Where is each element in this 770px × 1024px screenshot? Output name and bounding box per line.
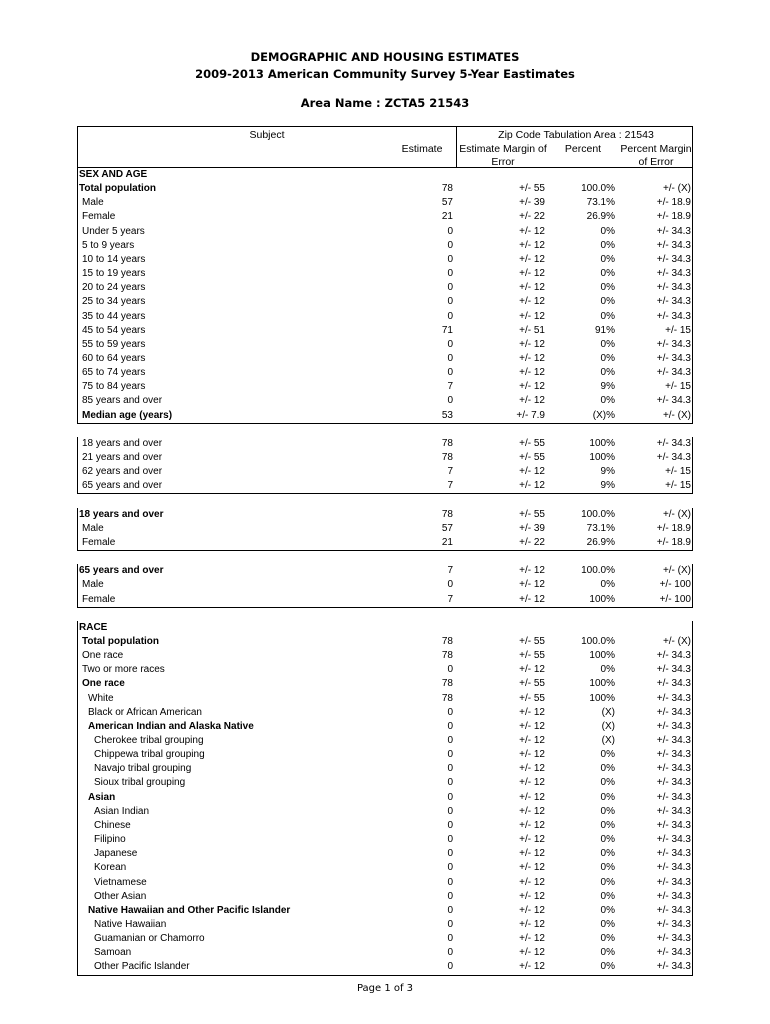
percent-cell: (X) xyxy=(601,735,615,746)
estimate-cell: 0 xyxy=(447,268,453,280)
moe-cell: +/- 12 xyxy=(519,310,545,322)
percent-cell: 100% xyxy=(589,692,615,704)
row-label: 75 to 84 years xyxy=(82,381,146,393)
estimate-cell: 0 xyxy=(447,763,453,775)
row-label: RACE xyxy=(79,621,108,633)
pmoe-cell: +/- 34.3 xyxy=(656,338,691,350)
pmoe-cell: +/- 34.3 xyxy=(656,791,691,803)
pmoe-cell: +/- 18.9 xyxy=(656,211,691,223)
pmoe-cell: +/- 34.3 xyxy=(656,933,691,945)
estimate-cell: 0 xyxy=(447,819,453,831)
estimate-cell: 0 xyxy=(447,904,453,916)
percent-cell: 0% xyxy=(600,268,615,280)
percent-cell: 0% xyxy=(600,296,615,308)
row-label: Male xyxy=(82,522,104,534)
moe-cell: +/- 12 xyxy=(519,848,545,860)
moe-cell: +/- 12 xyxy=(519,791,545,803)
row-label: Male xyxy=(82,579,104,591)
row-label: 65 to 74 years xyxy=(82,367,146,379)
percent-cell: 0% xyxy=(600,352,615,364)
pmoe-cell: +/- (X) xyxy=(662,183,691,195)
percent-cell: 91% xyxy=(594,324,615,336)
estimate-cell: 0 xyxy=(447,282,453,294)
row-label: 21 years and over xyxy=(82,452,163,463)
percent-cell: 0% xyxy=(600,904,615,916)
pmoe-cell: +/- 34.3 xyxy=(656,692,691,704)
pmoe-cell: +/- 34.3 xyxy=(656,763,691,775)
pmoe-header: Percent Margin of Error xyxy=(620,143,692,168)
moe-cell: +/- 12 xyxy=(519,749,545,761)
percent-cell: 0% xyxy=(600,791,615,803)
row-label: SEX AND AGE xyxy=(79,169,148,180)
row-label: 85 years and over xyxy=(82,395,163,407)
pmoe-cell: +/- 34.3 xyxy=(656,706,691,718)
percent-cell: 0% xyxy=(600,777,615,789)
percent-cell: 0% xyxy=(600,282,615,294)
row-label: Vietnamese xyxy=(94,876,147,888)
moe-cell: +/- 22 xyxy=(519,536,545,548)
table-section-border xyxy=(77,508,693,551)
row-label: Asian xyxy=(88,791,116,803)
page-footer: Page 1 of 3 xyxy=(356,983,414,994)
percent-cell: 0% xyxy=(600,834,615,846)
percent-cell: 0% xyxy=(600,239,615,251)
estimate-cell: 0 xyxy=(447,367,453,379)
percent-cell: 0% xyxy=(600,579,615,591)
row-label: Chinese xyxy=(94,819,131,831)
row-label: Guamanian or Chamorro xyxy=(94,933,205,945)
table-section-border xyxy=(77,621,693,976)
estimate-cell: 57 xyxy=(441,197,453,209)
moe-cell: +/- 12 xyxy=(519,947,545,959)
moe-cell: +/- 12 xyxy=(519,367,545,379)
row-label: Total population xyxy=(79,183,157,195)
row-label: Samoan xyxy=(94,947,132,959)
percent-cell: 0% xyxy=(600,862,615,874)
row-label: Female xyxy=(82,593,116,605)
moe-cell: +/- 12 xyxy=(519,805,545,817)
pmoe-cell: +/- 34.3 xyxy=(656,664,691,676)
moe-cell: +/- 12 xyxy=(519,918,545,930)
row-label: Black or African American xyxy=(88,706,202,718)
row-label: 5 to 9 years xyxy=(82,239,135,251)
estimate-header: Estimate xyxy=(401,143,443,155)
moe-cell: +/- 7.9 xyxy=(516,409,545,421)
moe-cell: +/- 55 xyxy=(519,635,545,647)
row-label: 65 years and over xyxy=(79,565,164,577)
row-label: Korean xyxy=(94,862,127,874)
estimate-cell: 0 xyxy=(447,890,453,902)
estimate-cell: 78 xyxy=(441,635,453,647)
moe-cell: +/- 39 xyxy=(519,197,545,209)
percent-cell: 0% xyxy=(600,947,615,959)
estimate-cell: 7 xyxy=(447,480,453,492)
estimate-cell: 78 xyxy=(441,692,453,704)
row-label: 15 to 19 years xyxy=(82,268,146,280)
pmoe-cell: +/- 34.3 xyxy=(656,947,691,959)
row-label: Sioux tribal grouping xyxy=(94,777,186,789)
estimate-cell: 78 xyxy=(441,183,453,195)
pmoe-cell: +/- 34.3 xyxy=(656,239,691,251)
pmoe-cell: +/- 34.3 xyxy=(656,282,691,294)
row-label: 20 to 24 years xyxy=(82,282,146,294)
row-label: Asian Indian xyxy=(94,805,150,817)
row-label: Japanese xyxy=(94,848,138,860)
row-label: Other Asian xyxy=(94,890,147,902)
percent-cell: 0% xyxy=(600,763,615,775)
moe-cell: +/- 12 xyxy=(519,352,545,364)
pmoe-cell: +/- 100 xyxy=(659,593,691,605)
table-section-border xyxy=(77,168,693,424)
row-label: Cherokee tribal grouping xyxy=(94,735,204,746)
row-label: Female xyxy=(82,536,116,548)
pmoe-cell: +/- 34.3 xyxy=(656,848,691,860)
estimate-cell: 0 xyxy=(447,834,453,846)
estimate-cell: 0 xyxy=(447,862,453,874)
row-label: 60 to 64 years xyxy=(82,352,146,364)
pmoe-cell: +/- 34.3 xyxy=(656,253,691,265)
row-label: White xyxy=(88,692,114,704)
estimate-cell: 0 xyxy=(447,848,453,860)
estimate-cell: 78 xyxy=(441,650,453,662)
pmoe-cell: +/- 15 xyxy=(665,381,691,393)
estimate-cell: 0 xyxy=(447,706,453,718)
percent-cell: 0% xyxy=(600,961,615,973)
pmoe-cell: +/- 34.3 xyxy=(656,352,691,364)
percent-cell: 0% xyxy=(600,876,615,888)
subject-header: Subject xyxy=(249,129,285,141)
estimate-cell: 0 xyxy=(447,664,453,676)
moe-cell: +/- 12 xyxy=(519,876,545,888)
moe-header: Estimate Margin of Error xyxy=(459,143,547,168)
area-name: Area Name : ZCTA5 21543 xyxy=(300,96,470,110)
moe-cell: +/- 12 xyxy=(519,480,545,492)
pmoe-cell: +/- 34.3 xyxy=(656,395,691,407)
report-title: DEMOGRAPHIC AND HOUSING ESTIMATES xyxy=(250,50,520,64)
percent-cell: 0% xyxy=(600,664,615,676)
moe-cell: +/- 12 xyxy=(519,961,545,973)
pmoe-cell: +/- 34.3 xyxy=(656,678,691,690)
estimate-cell: 21 xyxy=(441,536,453,548)
estimate-cell: 0 xyxy=(447,961,453,973)
row-label: 18 years and over xyxy=(79,508,164,520)
pmoe-cell: +/- 34.3 xyxy=(656,650,691,662)
row-label: Navajo tribal grouping xyxy=(94,763,192,775)
percent-cell: 0% xyxy=(600,225,615,237)
pmoe-cell: +/- 15 xyxy=(665,480,691,492)
pmoe-cell: +/- 34.3 xyxy=(656,296,691,308)
pmoe-cell: +/- 34.3 xyxy=(656,749,691,761)
estimate-cell: 0 xyxy=(447,947,453,959)
percent-cell: 73.1% xyxy=(586,197,615,209)
pmoe-cell: +/- (X) xyxy=(662,409,691,421)
moe-cell: +/- 12 xyxy=(519,593,545,605)
percent-cell: 0% xyxy=(600,805,615,817)
percent-cell: (X)% xyxy=(592,409,615,421)
percent-cell: 0% xyxy=(600,253,615,265)
estimate-cell: 78 xyxy=(441,508,453,520)
report-subtitle: 2009-2013 American Community Survey 5-Year Eastimates xyxy=(195,67,575,81)
moe-cell: +/- 55 xyxy=(519,508,545,520)
row-label: One race xyxy=(82,678,125,690)
row-label: One race xyxy=(82,650,124,662)
pmoe-cell: +/- (X) xyxy=(662,635,691,647)
percent-cell: 100.0% xyxy=(581,635,615,647)
zip-header: Zip Code Tabulation Area : 21543 xyxy=(498,129,654,141)
estimate-cell: 0 xyxy=(447,579,453,591)
percent-cell: 0% xyxy=(600,890,615,902)
table-section-border xyxy=(77,437,693,495)
percent-cell: 100% xyxy=(589,678,615,690)
estimate-cell: 53 xyxy=(441,409,453,421)
row-label: American Indian and Alaska Native xyxy=(88,720,254,732)
percent-cell: 0% xyxy=(600,819,615,831)
moe-cell: +/- 55 xyxy=(519,452,545,463)
header-divider xyxy=(456,127,457,168)
percent-cell: 100% xyxy=(589,593,615,605)
moe-cell: +/- 55 xyxy=(519,692,545,704)
row-label: 55 to 59 years xyxy=(82,338,146,350)
estimate-cell: 0 xyxy=(447,876,453,888)
estimate-cell: 57 xyxy=(441,522,453,534)
pmoe-cell: +/- 18.9 xyxy=(656,522,691,534)
row-label: Filipino xyxy=(94,834,126,846)
percent-cell: 0% xyxy=(600,918,615,930)
row-label: Two or more races xyxy=(82,664,165,676)
percent-cell: 100% xyxy=(589,437,615,449)
percent-cell: 9% xyxy=(600,381,615,393)
pmoe-cell: +/- 34.3 xyxy=(656,777,691,789)
moe-cell: +/- 51 xyxy=(519,324,545,336)
estimate-cell: 0 xyxy=(447,720,453,732)
moe-cell: +/- 12 xyxy=(519,720,545,732)
estimate-cell: 0 xyxy=(447,933,453,945)
moe-cell: +/- 12 xyxy=(519,253,545,265)
moe-cell: +/- 55 xyxy=(519,650,545,662)
pmoe-cell: +/- 34.3 xyxy=(656,367,691,379)
percent-cell: 9% xyxy=(600,480,615,492)
estimate-cell: 7 xyxy=(447,466,453,478)
moe-cell: +/- 12 xyxy=(519,282,545,294)
moe-cell: +/- 12 xyxy=(519,933,545,945)
percent-cell: 0% xyxy=(600,749,615,761)
percent-cell: 0% xyxy=(600,338,615,350)
estimate-cell: 7 xyxy=(447,565,453,577)
pmoe-cell: +/- 15 xyxy=(665,466,691,478)
row-label: 65 years and over xyxy=(82,480,163,492)
estimate-cell: 0 xyxy=(447,791,453,803)
percent-cell: 100% xyxy=(589,452,615,463)
percent-cell: 100% xyxy=(589,650,615,662)
row-label: Total population xyxy=(82,635,160,647)
table-header xyxy=(77,126,693,168)
moe-cell: +/- 12 xyxy=(519,706,545,718)
estimate-cell: 0 xyxy=(447,805,453,817)
pmoe-cell: +/- (X) xyxy=(662,565,691,577)
moe-cell: +/- 12 xyxy=(519,268,545,280)
moe-cell: +/- 55 xyxy=(519,437,545,449)
row-label: Native Hawaiian xyxy=(94,918,167,930)
row-label: Under 5 years xyxy=(82,225,145,237)
estimate-cell: 7 xyxy=(447,593,453,605)
estimate-cell: 0 xyxy=(447,338,453,350)
moe-cell: +/- 12 xyxy=(519,239,545,251)
moe-cell: +/- 12 xyxy=(519,395,545,407)
moe-cell: +/- 12 xyxy=(519,466,545,478)
estimate-cell: 71 xyxy=(441,324,453,336)
estimate-cell: 21 xyxy=(441,211,453,223)
estimate-cell: 0 xyxy=(447,296,453,308)
estimate-cell: 0 xyxy=(447,749,453,761)
estimate-cell: 78 xyxy=(441,678,453,690)
pmoe-cell: +/- 34.3 xyxy=(656,890,691,902)
pmoe-cell: +/- 18.9 xyxy=(656,197,691,209)
percent-cell: 0% xyxy=(600,310,615,322)
estimate-cell: 0 xyxy=(447,310,453,322)
percent-cell: (X) xyxy=(601,720,615,732)
pmoe-cell: +/- 34.3 xyxy=(656,904,691,916)
moe-cell: +/- 12 xyxy=(519,296,545,308)
estimate-cell: 78 xyxy=(441,452,453,463)
percent-cell: 0% xyxy=(600,848,615,860)
moe-cell: +/- 12 xyxy=(519,565,545,577)
row-label: Native Hawaiian and Other Pacific Islander xyxy=(88,904,291,916)
estimate-cell: 0 xyxy=(447,253,453,265)
percent-cell: 0% xyxy=(600,367,615,379)
row-label: 45 to 54 years xyxy=(82,324,146,336)
row-label: Female xyxy=(82,211,116,223)
row-label: 35 to 44 years xyxy=(82,310,146,322)
percent-cell: 100.0% xyxy=(581,508,615,520)
estimate-cell: 0 xyxy=(447,352,453,364)
percent-header: Percent xyxy=(564,143,602,155)
estimate-cell: 0 xyxy=(447,225,453,237)
moe-cell: +/- 12 xyxy=(519,819,545,831)
percent-cell: (X) xyxy=(601,706,615,718)
percent-cell: 100.0% xyxy=(581,183,615,195)
percent-cell: 26.9% xyxy=(586,536,615,548)
percent-cell: 0% xyxy=(600,933,615,945)
percent-cell: 9% xyxy=(600,466,615,478)
moe-cell: +/- 12 xyxy=(519,579,545,591)
pmoe-cell: +/- 34.3 xyxy=(656,310,691,322)
estimate-cell: 0 xyxy=(447,239,453,251)
moe-cell: +/- 12 xyxy=(519,763,545,775)
moe-cell: +/- 39 xyxy=(519,522,545,534)
estimate-cell: 7 xyxy=(447,381,453,393)
row-label: 10 to 14 years xyxy=(82,253,146,265)
percent-cell: 26.9% xyxy=(586,211,615,223)
pmoe-cell: +/- 15 xyxy=(665,324,691,336)
moe-cell: +/- 12 xyxy=(519,890,545,902)
row-label: 62 years and over xyxy=(82,466,163,478)
moe-cell: +/- 12 xyxy=(519,338,545,350)
pmoe-cell: +/- 100 xyxy=(659,579,691,591)
pmoe-cell: +/- 34.3 xyxy=(656,819,691,831)
moe-cell: +/- 12 xyxy=(519,777,545,789)
pmoe-cell: +/- 34.3 xyxy=(656,225,691,237)
moe-cell: +/- 12 xyxy=(519,225,545,237)
moe-cell: +/- 55 xyxy=(519,678,545,690)
pmoe-cell: +/- 34.3 xyxy=(656,735,691,746)
pmoe-cell: +/- 34.3 xyxy=(656,834,691,846)
pmoe-cell: +/- 34.3 xyxy=(656,437,691,449)
percent-cell: 73.1% xyxy=(586,522,615,534)
moe-cell: +/- 12 xyxy=(519,904,545,916)
pmoe-cell: +/- 34.3 xyxy=(656,862,691,874)
row-label: Median age (years) xyxy=(82,409,173,421)
pmoe-cell: +/- 34.3 xyxy=(656,876,691,888)
moe-cell: +/- 12 xyxy=(519,664,545,676)
pmoe-cell: +/- 34.3 xyxy=(656,961,691,973)
estimate-cell: 78 xyxy=(441,437,453,449)
pmoe-cell: +/- 18.9 xyxy=(656,536,691,548)
percent-cell: 0% xyxy=(600,395,615,407)
estimate-cell: 0 xyxy=(447,395,453,407)
pmoe-cell: +/- (X) xyxy=(662,508,691,520)
pmoe-cell: +/- 34.3 xyxy=(656,268,691,280)
moe-cell: +/- 22 xyxy=(519,211,545,223)
moe-cell: +/- 12 xyxy=(519,862,545,874)
pmoe-cell: +/- 34.3 xyxy=(656,805,691,817)
pmoe-cell: +/- 34.3 xyxy=(656,918,691,930)
moe-cell: +/- 55 xyxy=(519,183,545,195)
estimate-cell: 0 xyxy=(447,735,453,746)
row-label: Other Pacific Islander xyxy=(94,961,190,973)
row-label: Male xyxy=(82,197,104,209)
row-label: Chippewa tribal grouping xyxy=(94,749,205,761)
estimate-cell: 0 xyxy=(447,777,453,789)
row-label: 25 to 34 years xyxy=(82,296,146,308)
moe-cell: +/- 12 xyxy=(519,834,545,846)
moe-cell: +/- 12 xyxy=(519,735,545,746)
row-label: 18 years and over xyxy=(82,437,163,449)
percent-cell: 100.0% xyxy=(581,565,615,577)
pmoe-cell: +/- 34.3 xyxy=(656,452,691,463)
table-section-border xyxy=(77,564,693,607)
estimate-cell: 0 xyxy=(447,918,453,930)
pmoe-cell: +/- 34.3 xyxy=(656,720,691,732)
moe-cell: +/- 12 xyxy=(519,381,545,393)
